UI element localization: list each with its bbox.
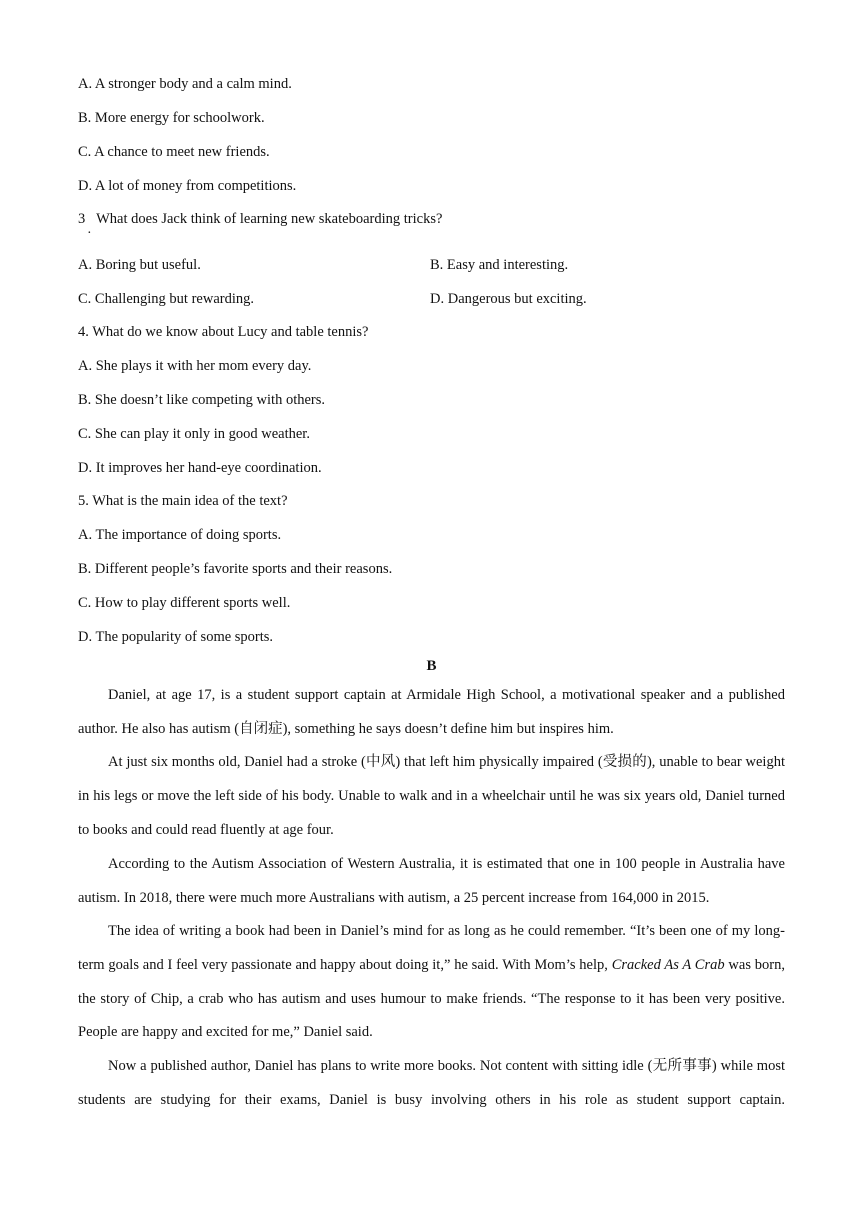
q4-option-c: C. She can play it only in good weather. <box>78 426 310 442</box>
q3-number: 3 <box>78 211 86 227</box>
paragraph-4-part-a: The idea of writing a book had been in Daniel’s mind for as long as he could remember. “It’s been one of my long-term goals and I feel very passionate and happy about doing it,” he said. With Mom’s help, <box>78 923 785 973</box>
q3-option-a: A. Boring but useful. <box>78 257 201 273</box>
paragraph-4 <box>78 915 785 1050</box>
q3-number-dot: · <box>87 226 92 241</box>
q4-question: 4. What do we know about Lucy and table tennis? <box>78 324 369 340</box>
paragraph-5: Now a published author, Daniel has plans to write more books. Not content with sitting idle (无所事事) while most students are studying for their exams, Daniel is busy involving others in his role as student support captain. <box>78 1058 785 1108</box>
q2-option-d: D. A lot of money from competitions. <box>78 178 297 194</box>
section-b-title: B <box>426 658 437 674</box>
q3-option-d: D. Dangerous but exciting. <box>430 291 587 307</box>
q5-option-d: D. The popularity of some sports. <box>78 629 274 645</box>
q5-option-b: B. Different people’s favorite sports and their reasons. <box>78 561 393 577</box>
paragraph-4-part-b: was born, the story of Chip, a crab who has autism and uses humour to make friends. “The response to it has been very positive. People are happy and excited for me,” Daniel said. <box>78 956 785 1041</box>
q5-option-c: C. How to play different sports well. <box>78 595 291 611</box>
q3-text: What does Jack think of learning new skateboarding tricks? <box>96 211 443 227</box>
q4-option-d: D. It improves her hand-eye coordination. <box>78 460 322 476</box>
paragraph-1: Daniel, at age 17, is a student support captain at Armidale High School, a motivational speaker and a published author. He also has autism (自闭症), something he says doesn’t define him but inspires him. <box>78 687 785 737</box>
q3-question <box>78 209 442 229</box>
q3-option-b: B. Easy and interesting. <box>430 257 569 273</box>
q4-option-a: A. She plays it with her mom every day. <box>78 358 312 374</box>
q3-option-c: C. Challenging but rewarding. <box>78 291 254 307</box>
q5-question: 5. What is the main idea of the text? <box>78 493 288 509</box>
q2-option-a: A. A stronger body and a calm mind. <box>78 76 292 92</box>
paragraph-3: According to the Autism Association of Western Australia, it is estimated that one in 100 people in Australia have autism. In 2018, there were much more Australians with autism, a 25 percent increase from 164,000 in 2015. <box>78 856 785 906</box>
q5-option-a: A. The importance of doing sports. <box>78 527 282 543</box>
q4-option-b: B. She doesn’t like competing with others. <box>78 392 326 408</box>
q2-option-b: B. More energy for schoolwork. <box>78 110 265 126</box>
q2-option-c: C. A chance to meet new friends. <box>78 144 270 160</box>
paragraph-2: At just six months old, Daniel had a stroke (中风) that left him physically impaired (受损的), unable to bear weight in his legs or move the left side of his body. Unable to walk and in a wheelchair until he was six years old, Daniel turned to books and could read fluently at age four. <box>78 754 785 838</box>
book-title: Cracked As A Crab <box>611 956 725 973</box>
